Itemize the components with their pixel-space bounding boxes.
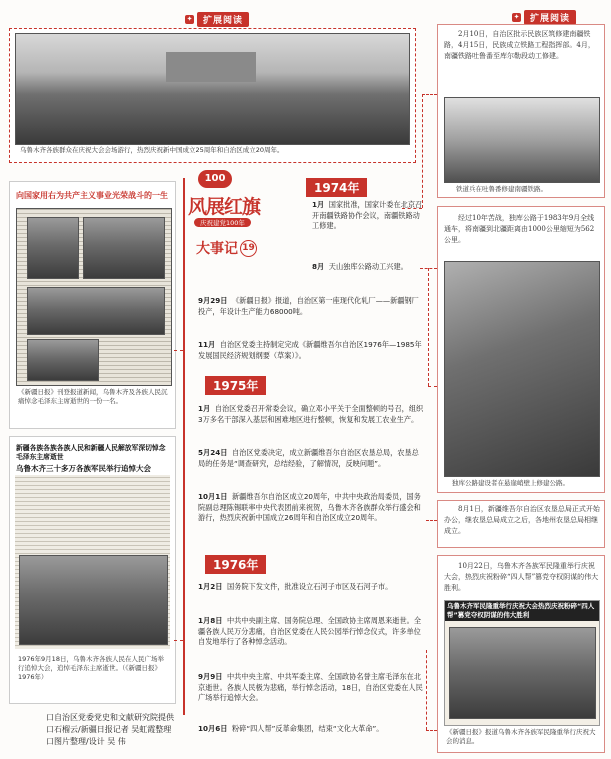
left-news-1-headline: 向国家用右为共产主义事业光荣战斗的一生 [16, 190, 168, 200]
series-label: 大事记 19 [196, 238, 257, 258]
year-1975-heading: 1975年 [205, 376, 266, 395]
book-icon: ✦ [513, 13, 520, 21]
left-news-2-paper [15, 443, 170, 649]
connector-railway-h [402, 208, 422, 209]
left-news-2 [9, 436, 176, 704]
event-1976-3: 9月9日 中共中央主席、中共军委主席、全国政协名誉主席毛泽东在北京逝世。各族人民极为悲痛，举行悼念活动，18日，自治区党委在人民广场举行追悼大会。 [198, 672, 423, 702]
event-1974-3: 9月29日 《新疆日报》报道，自治区第一座现代化轧厂——新疆钢厂投产，年设计生产能力68000吨。 [198, 296, 419, 316]
credit-line-3: 口图片整理/设计 吴 伟 [46, 737, 126, 746]
railway-box [437, 24, 605, 198]
top-photo-caption: 乌鲁木齐各族群众在庆祝大会会场游行，热烈庆祝新中国成立25周年和自治区成立20周年。 [20, 146, 284, 154]
left-news-2-headline: 新疆各族各族各族人民和新疆人民解放军深切悼念毛泽东主席逝世 [15, 443, 170, 463]
event-1975-3: 10月1日 新疆维吾尔自治区成立20周年，中共中央政治局委员，国务院副总理陈锡联率中央代表团前来祝贺，乌鲁木齐各族群众举行盛会和游行，热烈庆祝新中国成立26周年和自治区成立20周年。 [198, 492, 421, 522]
book-icon: ✦ [186, 15, 193, 23]
event-1974-1: 1月 国家批准，国家计委在北京召开南疆铁路协作会议，南疆铁路动工修建。 [312, 200, 423, 230]
farm-box [437, 500, 605, 548]
rally-text: 10月22日，乌鲁木齐各族军民隆重举行庆祝大会，热烈庆祝粉碎“四人帮”篡党夺权阴谋的伟大胜利。 [444, 562, 599, 592]
series-number: 19 [240, 240, 257, 257]
event-1974-2: 8月 天山独库公路动工兴建。 [312, 262, 408, 271]
farm-text: 8月1日，新疆维吾尔自治区农垦总局正式开始办公，继农垦总局成立之后，各地州农垦总局相继成立。 [444, 505, 600, 535]
rally-caption: 《新疆日报》报道乌鲁木齐各族军民隆重举行庆祝大会的消息。 [446, 728, 596, 745]
credits [46, 712, 174, 748]
badge-100-icon: 100 [198, 170, 232, 188]
left-news-1-caption: 《新疆日报》刊登报道新闻，乌鲁木齐及各族人民沉痛悼念毛泽东主席逝世的一份一名。 [18, 388, 168, 405]
credit-line-2: 口石榴云/新疆日报记者 吴虹霞整理 [46, 725, 172, 734]
year-1974-heading: 1974年 [306, 178, 367, 197]
connector-rally-v [426, 650, 427, 730]
rally-headline: 乌鲁木齐军民隆重举行庆祝大会热烈庆祝粉碎“四人帮”篡党夺权阴谋的伟大胜利 [445, 601, 599, 621]
year-1976-heading: 1976年 [205, 555, 266, 574]
railway-caption: 铁道兵在吐鲁番修建南疆铁路。 [456, 185, 547, 193]
connector-railway-h2 [422, 94, 437, 95]
event-1975-1: 1月 自治区党委召开常委会议，确立邓小平关于全面整顿的号召，组织3万多名干部深入基层和困难地区进行整顿，恢复和发展工农业生产。 [198, 404, 424, 424]
connector-rally [426, 730, 437, 731]
timeline-line [183, 178, 185, 715]
highway-photo [444, 261, 600, 477]
rally-photo [449, 627, 596, 719]
event-1976-2: 1月8日 中共中央副主席、国务院总理、全国政协主席周恩来逝世。全疆各族人民万分悲痛，自治区党委在人民公园举行悼念仪式，许多单位自发地举行了各种悼念活动。 [198, 616, 422, 646]
series-subtitle: 庆祝建党100年 [194, 218, 251, 227]
left-news-1-photo [16, 208, 172, 386]
building-shape [166, 52, 256, 82]
highway-text: 经过10年苦战，独库公路于1983年9月全线通车，将南疆到北疆距离由1000公里缩短为562公里。 [444, 214, 595, 244]
connector-news-1 [174, 350, 183, 351]
left-news-2-photo [19, 555, 168, 645]
rally-newspaper [444, 600, 600, 726]
highway-box [437, 206, 605, 493]
connector-highway-h2 [428, 386, 437, 387]
top-photo-frame [9, 28, 416, 163]
event-1975-2: 5月24日 自治区党委决定，成立新疆维吾尔自治区农垦总局，农垦总局的任务是“调查研究，总结经验，了解情况，反映问题”。 [198, 448, 419, 468]
highway-caption: 独库公路建设者在悬崖峭壁上修建公路。 [452, 479, 569, 487]
event-1976-4: 10月6日 粉碎“四人帮”反革命集团，结束“文化大革命”。 [198, 724, 384, 733]
credit-line-1: 口自治区党委党史和文献研究院提供 [46, 713, 174, 722]
connector-farm [426, 520, 437, 521]
event-1976-1: 1月2日 国务院下发文件，批准设立石河子市区及石河子市。 [198, 582, 393, 591]
left-news-2-caption: 1976年9月18日，乌鲁木齐各族人民在人民广场举行追悼大会，追悼毛泽东主席逝世。（《新疆日报》1976年） [18, 655, 164, 681]
rally-photo [15, 33, 410, 145]
connector-highway-v [428, 268, 429, 386]
connector-news-2 [174, 640, 183, 641]
extended-reading-tag-top: ✦ 扩展阅读 [185, 12, 249, 27]
left-news-2-subhead: 乌鲁木齐三十多万各族军民举行追悼大会 [15, 463, 170, 475]
connector-railway-v [422, 94, 423, 208]
event-1974-4: 11月 自治区党委主持制定完成《新疆维吾尔自治区1976年—1985年发展国民经济规划纲要（草案）》。 [198, 340, 422, 360]
series-title: 风展红旗 [188, 196, 261, 218]
left-news-1 [9, 181, 176, 429]
railway-text: 2月10日，自治区批示民族区筑修建南疆铁路，4月15日，民族成立铁路工程指挥部。4月，南疆铁路吐鲁番至库尔勒段动工修建。 [444, 30, 595, 60]
series-logo [186, 170, 276, 290]
extended-reading-tag-right: ✦ 扩展阅读 [512, 10, 576, 25]
rally-box [437, 555, 605, 753]
railway-photo [444, 97, 600, 183]
